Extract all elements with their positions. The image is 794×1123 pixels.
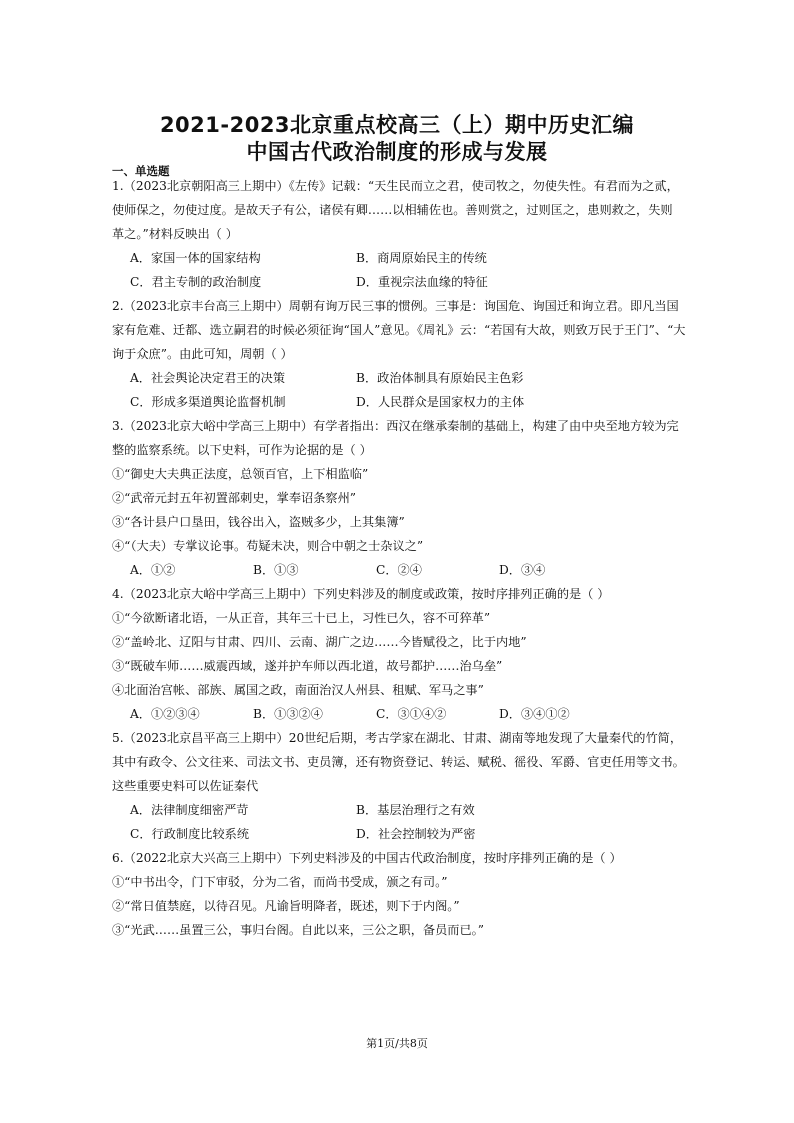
question-5 <box>112 726 688 846</box>
question-stem-line: 这些重要史料可以佐证秦代 <box>112 779 259 793</box>
option-d: D．重视宗法血缘的特征 <box>356 275 488 289</box>
question-1 <box>112 174 688 294</box>
question-list <box>112 174 688 942</box>
source-item: ①“今欲断诸北语，一从正音，其年三十已上，习性已久，容不可猝革” <box>112 611 491 625</box>
option-a: A．①② <box>130 563 176 577</box>
source-item: ③“光武……虽置三公，事归台阁。自此以来，三公之职，备员而已。” <box>112 923 484 937</box>
option-row <box>112 702 688 726</box>
option-d: D．人民群众是国家权力的主体 <box>356 395 525 409</box>
source-item: ④北面治宫帐、部族、属国之政，南面治汉人州县、租赋、军马之事” <box>112 683 484 697</box>
source-item: ①“中书出令，门下审驳，分为二省，而尚书受成，颁之有司。” <box>112 875 448 889</box>
question-stem-line: 询于众庶”。由此可知，周朝（ ） <box>112 347 293 361</box>
question-stem-line: 6.（2022北京大兴高三上期中）下列史料涉及的中国古代政治制度，按时序排列正确的是（ ） <box>112 851 622 865</box>
question-stem-line: 1.（2023北京朝阳高三上期中）《左传》记载：“天生民而立之君，使司牧之，勿使失性。有君而为之贰， <box>112 179 679 193</box>
option-d: D．③④ <box>499 563 546 577</box>
source-item: ④“（大夫）专掌议论事。苟疑未决，则合中朝之士杂议之” <box>112 539 424 553</box>
option-row <box>112 246 688 270</box>
option-b: B．商周原始民主的传统 <box>356 251 487 265</box>
question-stem-line: 其中有政令、公文往来、司法文书、吏员簿，还有物资登记、转运、赋税、徭役、军爵、官吏任用等文书。 <box>112 755 685 769</box>
option-b: B．基层治理行之有效 <box>356 803 475 817</box>
option-c: C．君主专制的政治制度 <box>130 275 262 289</box>
source-item: ①“御史大夫典正法度，总领百官，上下相监临” <box>112 467 369 481</box>
option-b: B．①③ <box>253 563 299 577</box>
question-stem-line: 5.（2023北京昌平高三上期中）20世纪后期，考古学家在湖北、甘肃、湖南等地发现了大量秦代的竹简， <box>112 731 683 745</box>
option-d: D．社会控制较为严密 <box>356 827 476 841</box>
option-row <box>112 822 688 846</box>
question-stem-line: 家有危难、迁都、选立嗣君的时候必须征询“国人”意见。《周礼》云：“若国有大故，则致万民于王门”、“大 <box>112 323 686 337</box>
option-row <box>112 558 688 582</box>
question-6 <box>112 846 688 942</box>
option-a: A．社会舆论决定君王的决策 <box>130 371 286 385</box>
question-3 <box>112 414 688 582</box>
question-stem-line: 整的监察系统。以下史料，可作为论据的是（ ） <box>112 443 372 457</box>
option-a: A．①②③④ <box>130 707 200 721</box>
option-c: C．②④ <box>376 563 422 577</box>
source-item: ③“各计县户口垦田，钱谷出入，盗贼多少，上其集簿” <box>112 515 405 529</box>
question-2 <box>112 294 688 414</box>
question-stem-line: 2.（2023北京丰台高三上期中）周朝有询万民三事的惯例。三事是：询国危、询国迁和询立君。即凡当国 <box>112 299 679 313</box>
option-c: C．③①④② <box>376 707 447 721</box>
option-c: C．形成多渠道舆论监督机制 <box>130 395 286 409</box>
question-4 <box>112 582 688 726</box>
source-item: ③“既破车师……威震西域，遂并护车师以西北道，故号都护……治乌垒” <box>112 659 503 673</box>
option-b: B．政治体制具有原始民主色彩 <box>356 371 524 385</box>
option-row <box>112 390 688 414</box>
option-row <box>112 270 688 294</box>
source-item: ②“常日值禁庭，以待召见。凡谕旨明降者，既述，则下于内阁。” <box>112 899 460 913</box>
option-row <box>112 366 688 390</box>
page-title-line2: 中国古代政治制度的形成与发展 <box>246 140 548 164</box>
option-a: A．法律制度细密严苛 <box>130 803 249 817</box>
option-c: C．行政制度比较系统 <box>130 827 250 841</box>
question-stem-line: 革之。”材料反映出（ ） <box>112 227 238 241</box>
source-item: ②“盖岭北、辽阳与甘肃、四川、云南、湖广之边……今皆赋役之，比于内地” <box>112 635 527 649</box>
section-heading: 一、单选题 <box>112 164 170 178</box>
option-b: B．①③②④ <box>253 707 323 721</box>
page-title-line1: 2021-2023北京重点校高三（上）期中历史汇编 <box>159 113 635 137</box>
question-stem-line: 3.（2023北京大峪中学高三上期中）有学者指出：西汉在继承秦制的基础上，构建了由中央至地方较为完 <box>112 419 679 433</box>
option-a: A．家国一体的国家结构 <box>130 251 261 265</box>
page-number: 第1页/共8页 <box>366 1037 428 1050</box>
option-row <box>112 798 688 822</box>
option-d: D．③④①② <box>499 707 570 721</box>
question-stem-line: 4.（2023北京大峪中学高三上期中）下列史料涉及的制度或政策，按时序排列正确的是（ ） <box>112 587 610 601</box>
source-item: ②“武帝元封五年初置部刺史，掌奉诏条察州” <box>112 491 357 505</box>
question-stem-line: 使师保之，勿使过度。是故天子有公，诸侯有卿……以相辅佐也。善则赏之，过则匡之，患则救之，失则 <box>112 203 673 217</box>
